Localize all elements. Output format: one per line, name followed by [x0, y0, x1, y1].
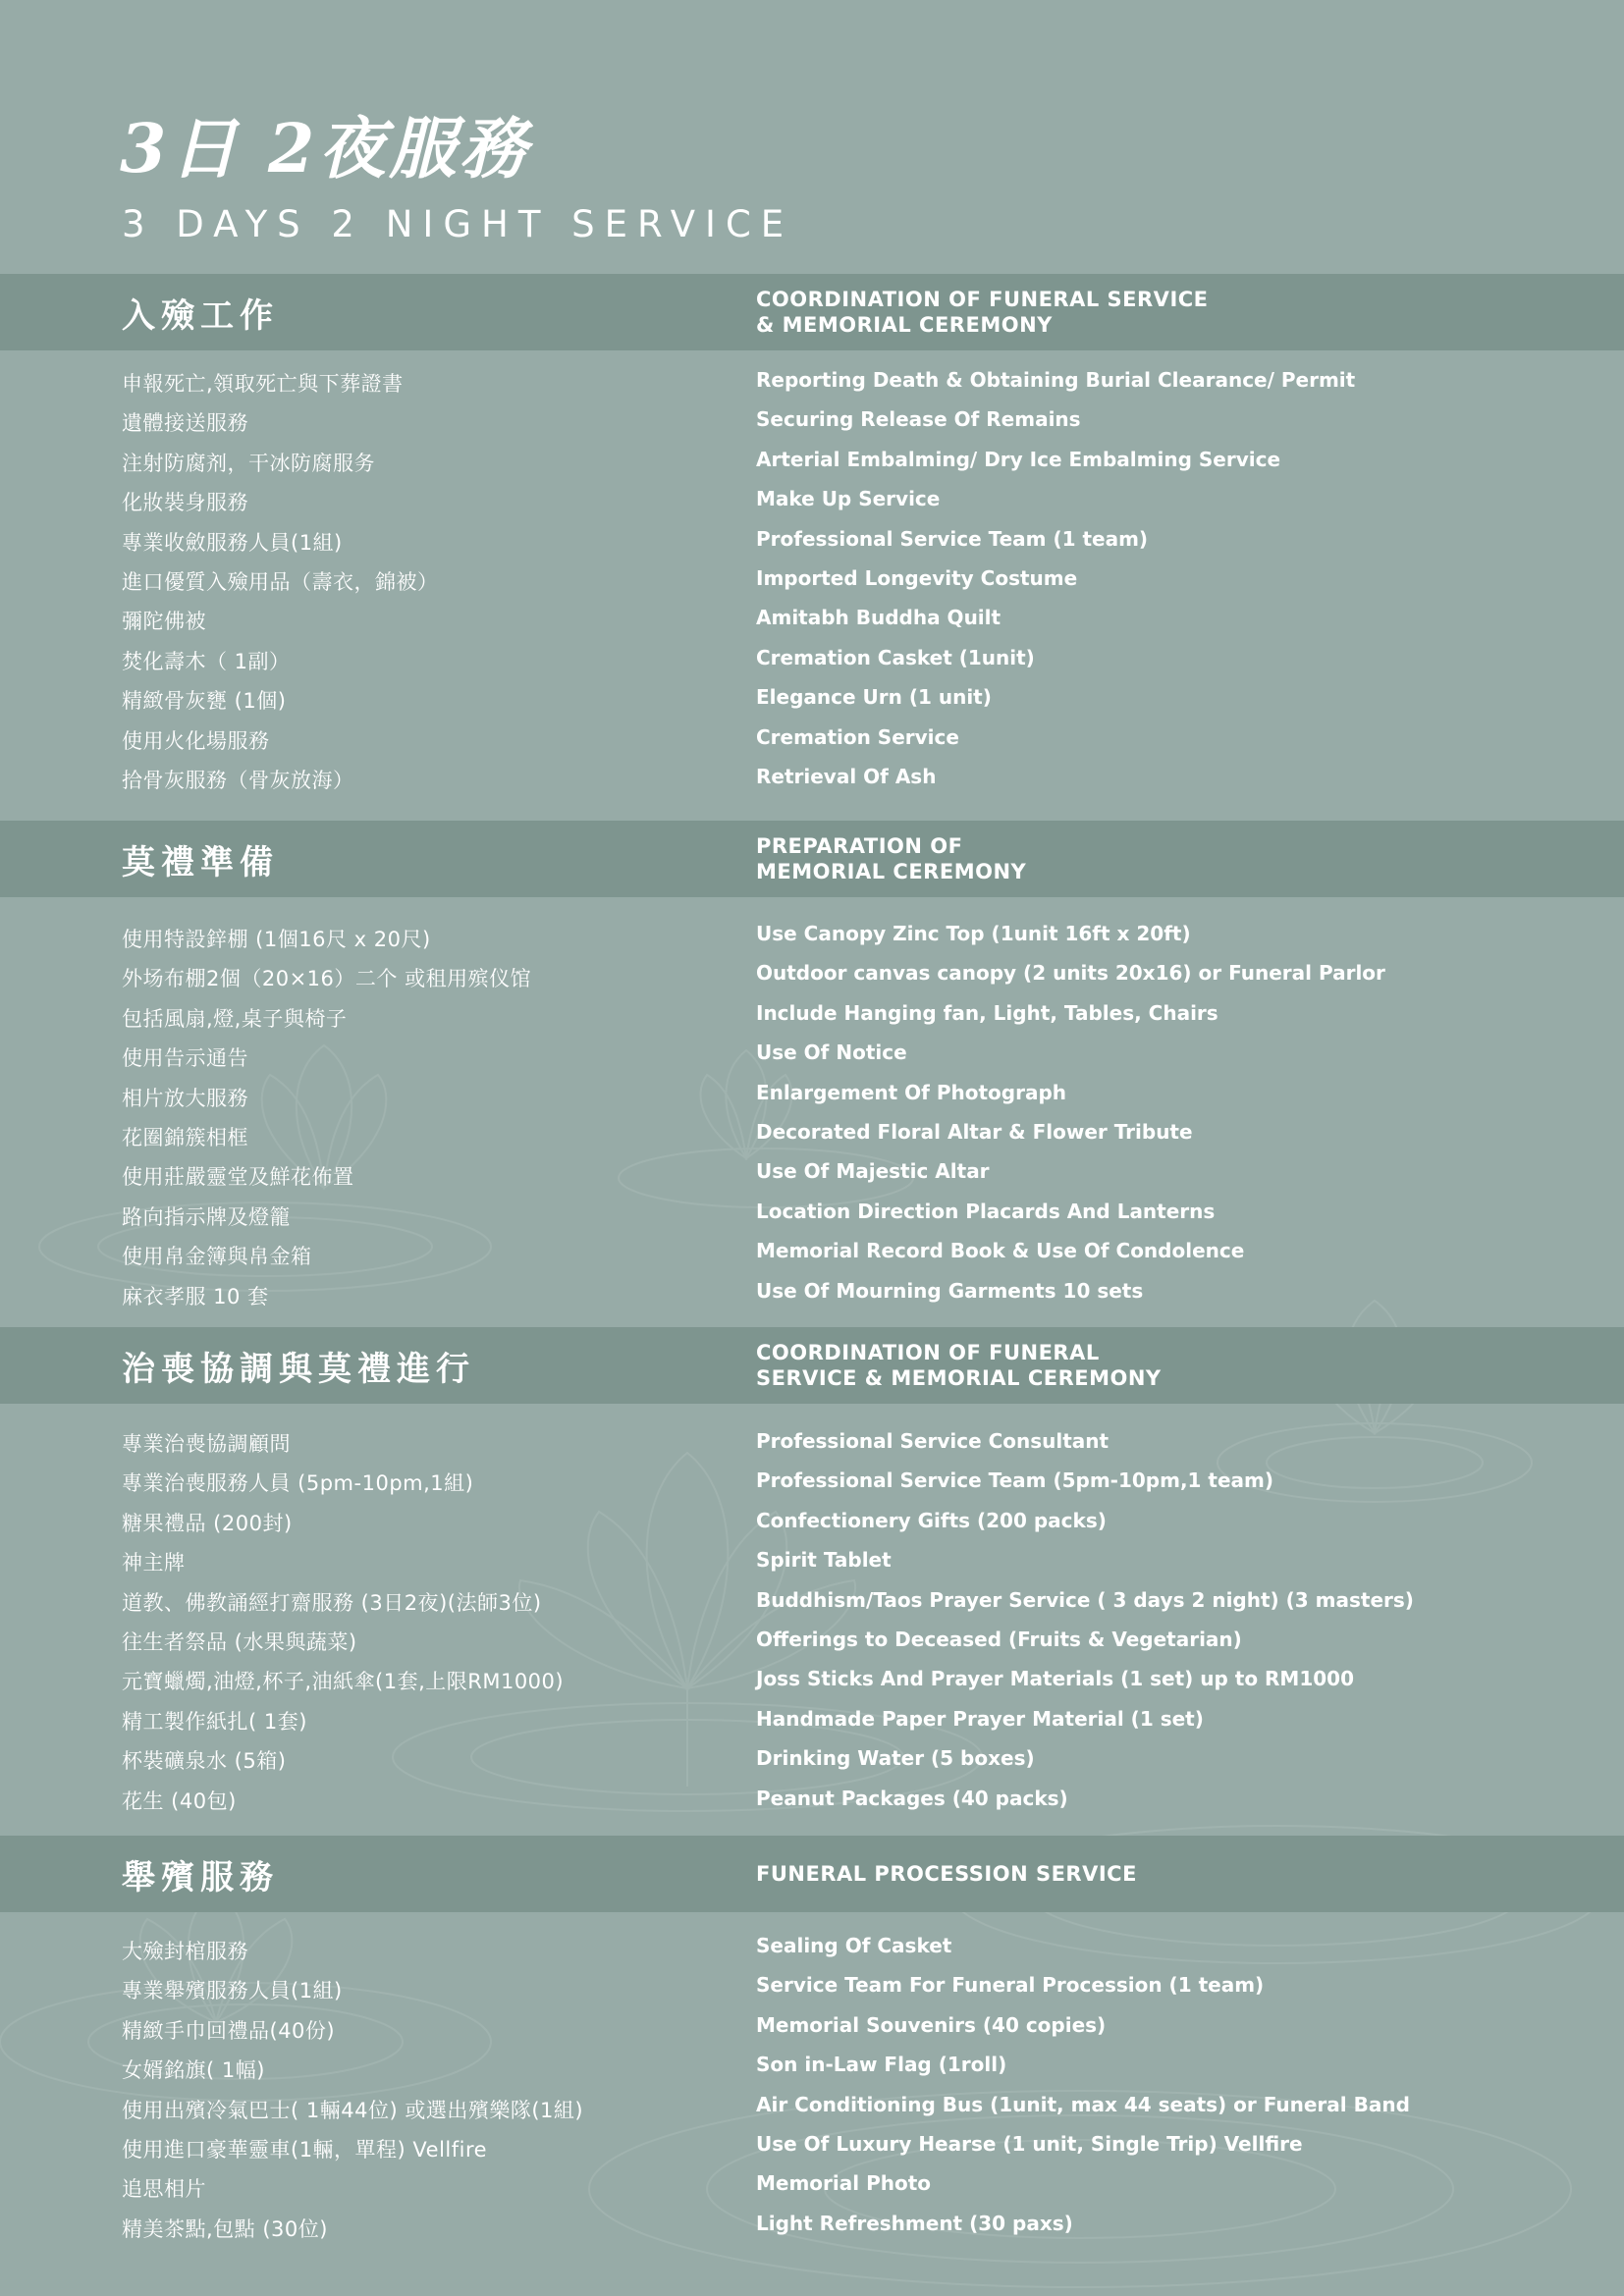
section-heading-chinese: 莫禮準備	[122, 842, 279, 882]
list-item: Cremation Casket (1unit)	[756, 645, 1035, 669]
list-item: 注射防腐剂，干冰防腐服务	[122, 451, 375, 475]
list-item: 精工製作紙扎( 1套)	[122, 1709, 307, 1734]
list-item: Handmade Paper Prayer Material (1 set)	[756, 1706, 1204, 1731]
list-item: Professional Service Team (1 team)	[756, 526, 1149, 551]
section-heading-english: FUNERAL PROCESSION SERVICE	[756, 1862, 1137, 1886]
list-item: Peanut Packages (40 packs)	[756, 1786, 1068, 1810]
list-item: Use Of Majestic Altar	[756, 1159, 990, 1184]
list-item: Arterial Embalming/ Dry Ice Embalming Service	[756, 447, 1281, 471]
list-item: Outdoor canvas canopy (2 units 20x16) or Funeral Parlor	[756, 961, 1385, 986]
list-item: Retrieval Of Ash	[756, 764, 937, 788]
list-item: Son in-Law Flag (1roll)	[756, 2053, 1007, 2077]
list-item: Amitabh Buddha Quilt	[756, 606, 1001, 630]
section-items-chinese	[122, 364, 439, 800]
list-item: Air Conditioning Bus (1unit, max 44 seats) or Funeral Band	[756, 2092, 1410, 2116]
list-item: 花生 (40包)	[122, 1789, 237, 1813]
list-item: Securing Release Of Remains	[756, 407, 1081, 432]
list-item: Buddhism/Taos Prayer Service ( 3 days 2 night) (3 masters)	[756, 1587, 1414, 1612]
section-heading-chinese: 舉殯服務	[122, 1857, 279, 1897]
list-item: Professional Service Team (5pm-10pm,1 team)	[756, 1468, 1274, 1493]
section-items-chinese	[122, 1932, 583, 2249]
list-item: 大殮封棺服務	[122, 1940, 248, 1963]
list-item: 專業治喪協調顧問	[122, 1432, 291, 1456]
list-item: 路向指示牌及燈籠	[122, 1204, 291, 1229]
list-item: Drinking Water (5 boxes)	[756, 1746, 1035, 1771]
list-item: Include Hanging fan, Light, Tables, Chairs	[756, 1000, 1218, 1025]
list-item: 使用帛金簿與帛金箱	[122, 1245, 312, 1269]
list-item: 麻衣孝服 10 套	[122, 1284, 269, 1308]
list-item: 專業收斂服務人員(1組)	[122, 530, 343, 555]
list-item: 神主牌	[122, 1551, 186, 1575]
section-items-english	[756, 1926, 1410, 2243]
list-item: Use Of Luxury Hearse (1 unit, Single Trip) Vellfire	[756, 2131, 1303, 2156]
list-item: Light Refreshment (30 paxs)	[756, 2211, 1073, 2235]
list-item: 追思相片	[122, 2177, 206, 2202]
list-item: Enlargement Of Photograph	[756, 1080, 1066, 1104]
section-items-chinese	[122, 920, 531, 1316]
list-item: 糖果禮品 (200封)	[122, 1511, 293, 1535]
list-item: 使用莊嚴靈堂及鮮花佈置	[122, 1165, 354, 1190]
page-title-chinese: 3日 2夜服務	[120, 110, 531, 188]
list-item: 精緻手巾回禮品(40份)	[122, 2018, 336, 2043]
list-item: Use Of Mourning Garments 10 sets	[756, 1278, 1144, 1303]
list-item: 道教、佛教誦經打齋服務 (3日2夜)(法師3位)	[122, 1590, 542, 1615]
list-item: Professional Service Consultant	[756, 1429, 1110, 1453]
list-item: Memorial Photo	[756, 2171, 932, 2196]
list-item: Offerings to Deceased (Fruits & Vegetarian)	[756, 1627, 1242, 1651]
list-item: Joss Sticks And Prayer Materials (1 set) up to RM1000	[756, 1667, 1354, 1691]
list-item: 精緻骨灰甕 (1個)	[122, 689, 287, 714]
section-items-english	[756, 1421, 1414, 1818]
section-heading-chinese: 治喪協調與莫禮進行	[122, 1349, 475, 1389]
list-item: Use Of Notice	[756, 1041, 907, 1065]
list-item: 遺體接送服務	[122, 411, 248, 436]
list-item: 使用進口豪華靈車(1輛，單程) Vellfire	[122, 2137, 488, 2162]
list-item: Decorated Floral Altar & Flower Tribute	[756, 1119, 1193, 1144]
list-item: 元寶蠟燭,油燈,杯子,油紙傘(1套,上限RM1000)	[122, 1670, 565, 1694]
list-item: Use Canopy Zinc Top (1unit 16ft x 20ft)	[756, 922, 1191, 945]
list-item: 女婿銘旗( 1幅)	[122, 2058, 265, 2083]
list-item: 申報死亡,領取死亡與下葬證書	[122, 372, 404, 396]
section-header-encoffining	[0, 274, 1624, 350]
page-title-english: 3 DAYS 2 NIGHT SERVICE	[122, 203, 794, 245]
section-header-ceremony-preparation	[0, 821, 1624, 897]
section-heading-english: PREPARATION OF MEMORIAL CEREMONY	[756, 834, 1027, 883]
list-item: 拾骨灰服務（骨灰放海）	[122, 768, 354, 792]
section-items-english	[756, 914, 1385, 1310]
list-item: 包括風扇,燈,桌子與椅子	[122, 1006, 348, 1031]
list-item: 相片放大服務	[122, 1086, 248, 1110]
list-item: Elegance Urn (1 unit)	[756, 685, 992, 710]
list-item: Imported Longevity Costume	[756, 565, 1078, 590]
section-heading-english: COORDINATION OF FUNERAL SERVICE & MEMORIAL CEREMONY	[756, 288, 1209, 337]
list-item: Cremation Service	[756, 724, 959, 749]
list-item: 使用出殯冷氣巴士( 1輛44位) 或選出殯樂隊(1組)	[122, 2098, 584, 2122]
section-header-funeral-coordination	[0, 1327, 1624, 1404]
list-item: 使用火化場服務	[122, 728, 270, 753]
list-item: Confectionery Gifts (200 packs)	[756, 1508, 1107, 1532]
list-item: Make Up Service	[756, 487, 941, 511]
section-items-chinese	[122, 1424, 564, 1821]
list-item: 使用告示通告	[122, 1046, 248, 1071]
list-item: 彌陀佛被	[122, 610, 206, 634]
list-item: 使用特設鋅棚 (1個16尺 x 20尺)	[122, 928, 431, 951]
list-item: 花圈錦簇相框	[122, 1125, 248, 1149]
list-item: 杯裝礦泉水 (5箱)	[122, 1749, 287, 1774]
list-item: 進口優質入殮用品（壽衣，錦被）	[122, 569, 439, 594]
list-item: Service Team For Funeral Procession (1 team)	[756, 1973, 1265, 1998]
list-item: Spirit Tablet	[756, 1548, 892, 1573]
list-item: Memorial Record Book & Use Of Condolence	[756, 1239, 1245, 1263]
list-item: 專業舉殯服務人員(1組)	[122, 1979, 343, 2003]
list-item: Location Direction Placards And Lanterns	[756, 1199, 1216, 1223]
section-heading-chinese: 入殮工作	[122, 295, 279, 336]
section-heading-english: COORDINATION OF FUNERAL SERVICE & MEMORIAL CEREMONY	[756, 1341, 1162, 1390]
section-header-funeral-procession	[0, 1836, 1624, 1912]
list-item: 化妝裝身服務	[122, 491, 248, 515]
section-items-english	[756, 360, 1355, 796]
list-item: 焚化壽木（ 1副）	[122, 649, 291, 673]
list-item: Reporting Death & Obtaining Burial Clearance/ Permit	[756, 368, 1356, 392]
list-item: 專業治喪服務人員 (5pm-10pm,1組)	[122, 1471, 474, 1496]
list-item: Sealing Of Casket	[756, 1934, 952, 1957]
list-item: 外场布棚2個（20×16）二个 或租用殡仪馆	[122, 967, 532, 991]
list-item: 精美茶點,包點 (30位)	[122, 2216, 328, 2241]
list-item: 往生者祭品 (水果與蔬菜)	[122, 1629, 357, 1654]
list-item: Memorial Souvenirs (40 copies)	[756, 2012, 1107, 2037]
